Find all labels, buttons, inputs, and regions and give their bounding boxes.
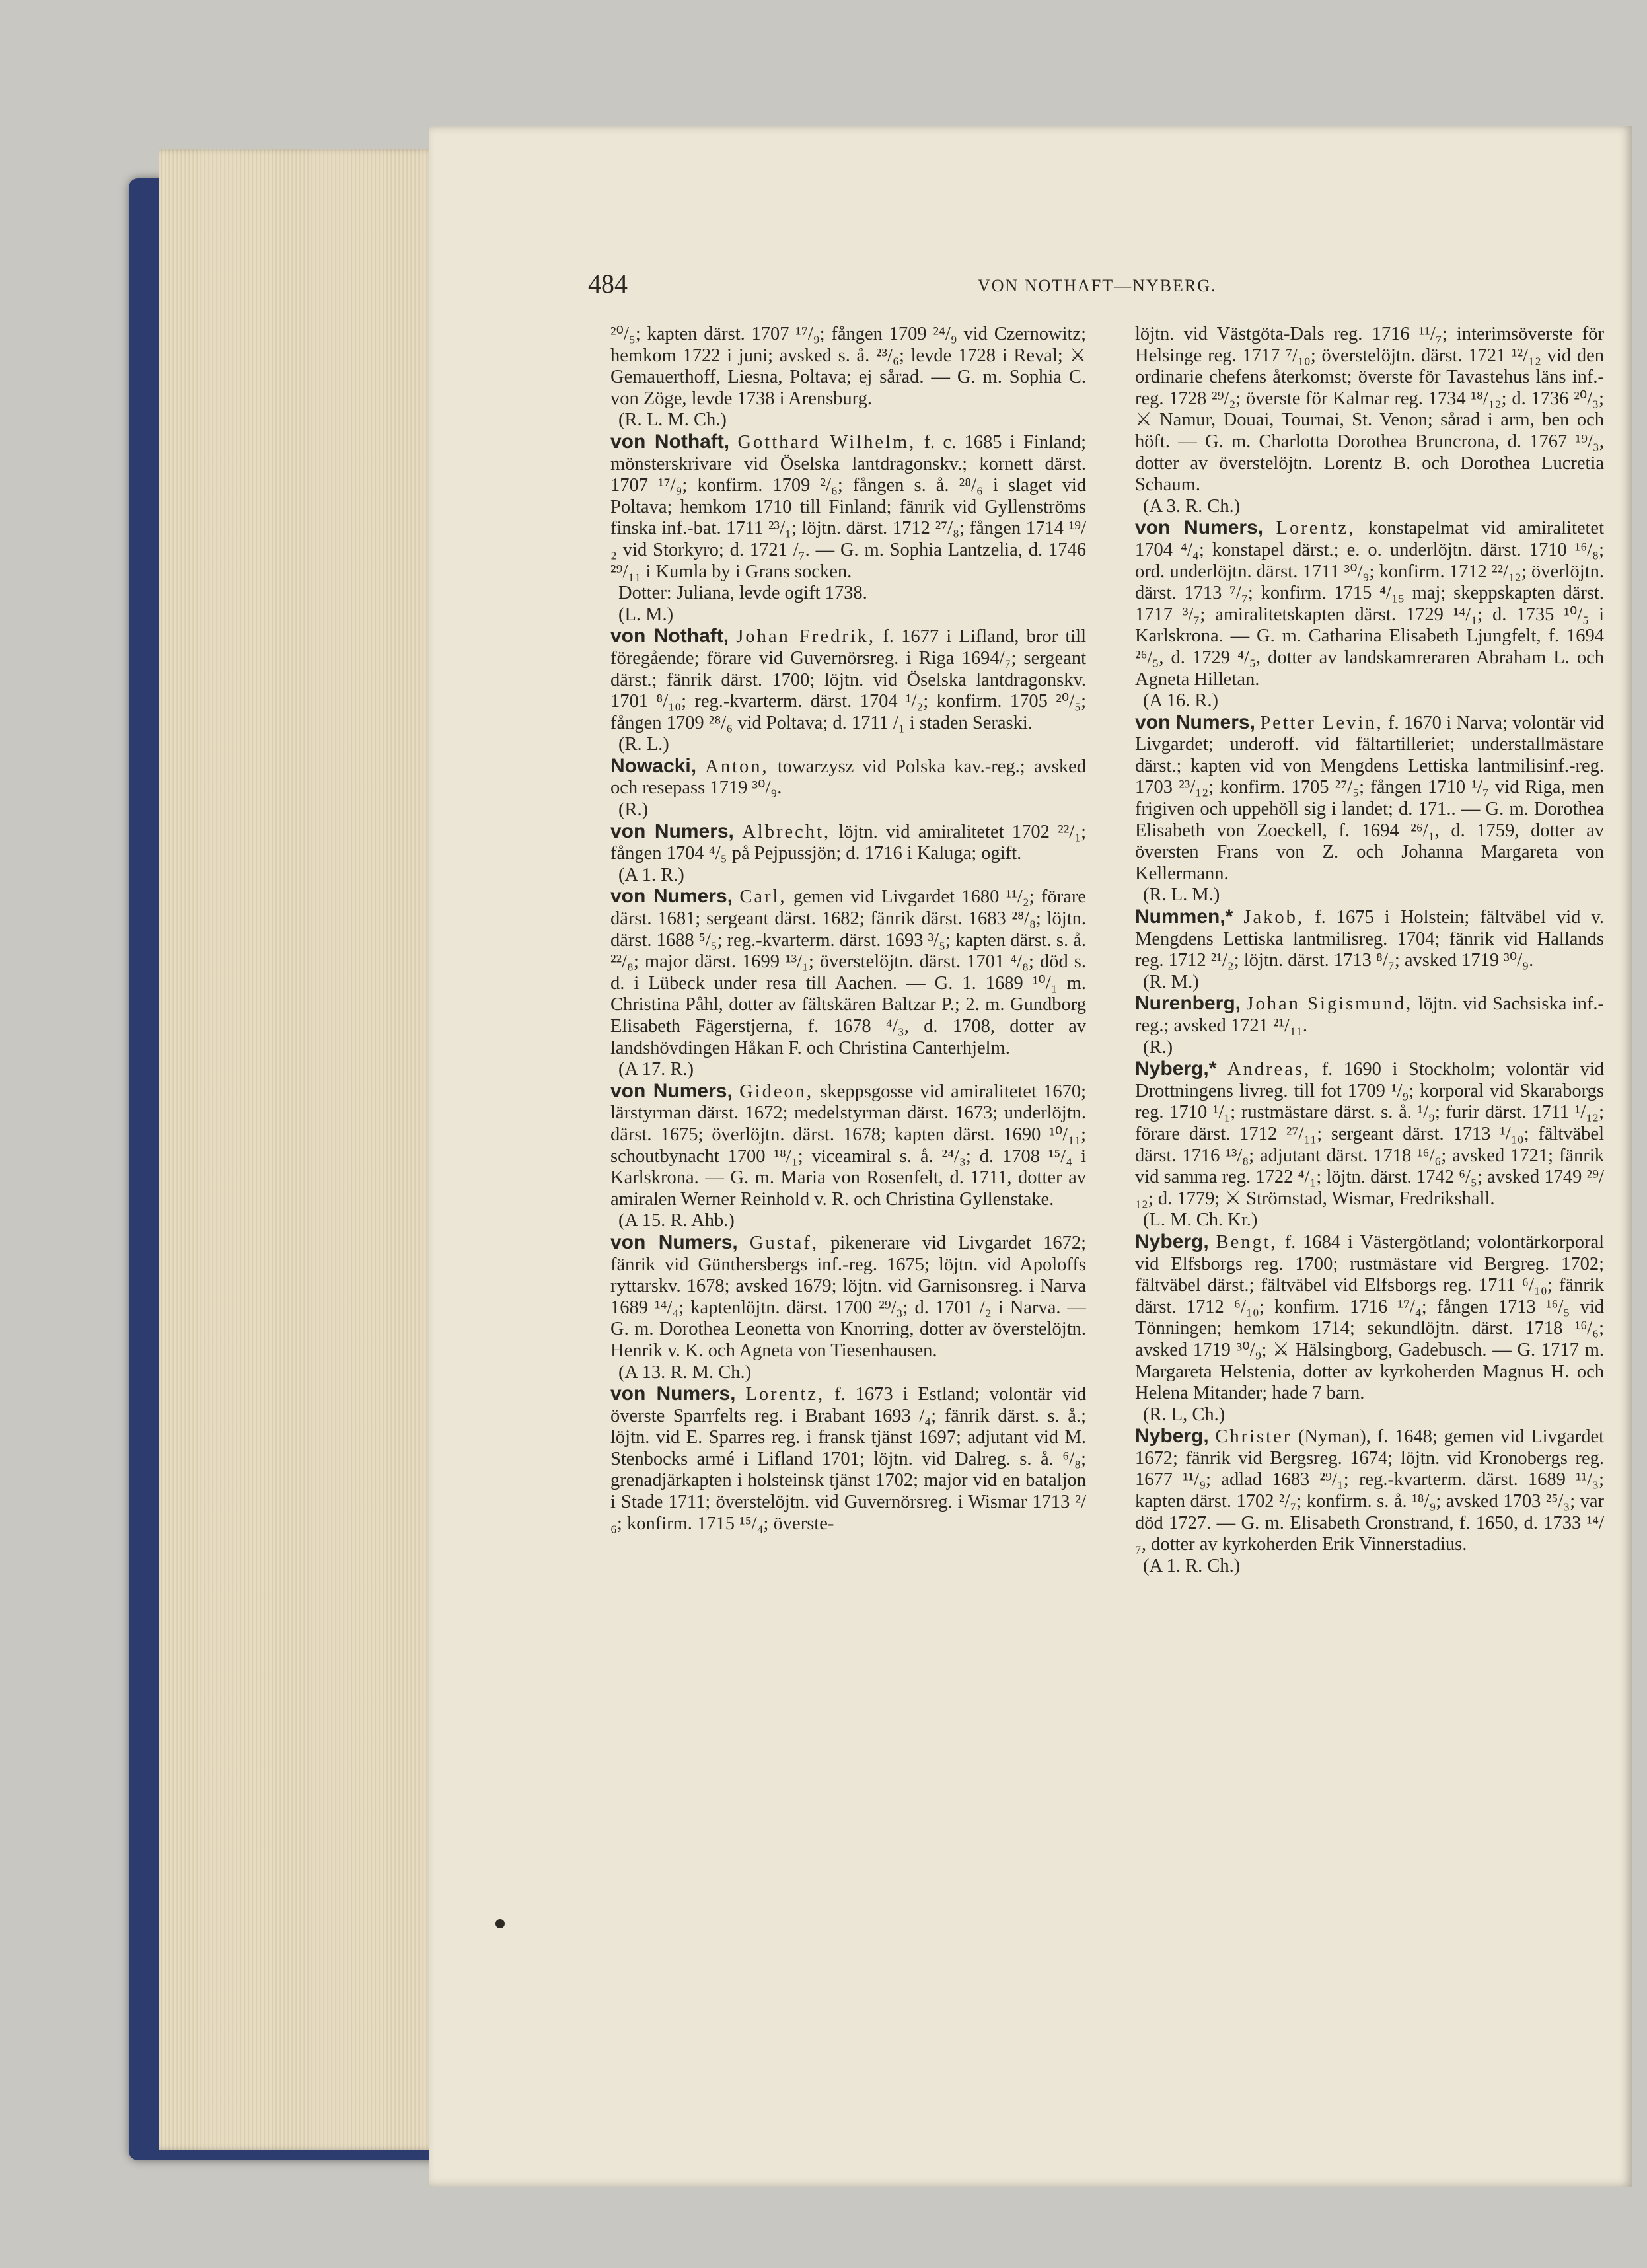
entry-surname: von Nothaft, — [610, 625, 729, 647]
right-column — [1135, 324, 1604, 1956]
entry-given-name: Gustaf, — [749, 1232, 819, 1253]
biography-entry — [610, 626, 1086, 734]
biography-entry — [610, 1383, 1086, 1535]
entry-reference: (R. M.) — [1143, 971, 1199, 992]
biography-entry — [610, 431, 1086, 583]
entry-given-name: Carl, — [739, 887, 787, 908]
entry-reference: (R. L. M. Ch.) — [618, 410, 727, 431]
entry-reference: (L. M.) — [618, 604, 674, 625]
entry-given-name: Bengt, — [1216, 1231, 1278, 1253]
entry-text: pikenerare vid Livgardet 1672; fänrik vid Günthersbergs inf.-reg. 1675; löjtn. vid Apoloffs ryttarskv. 1678; avsked 1679; löjtn. vid Garnisonsreg. i Narva 1689 ¹⁴/₄; kaptenlöjtn. därst. 1700 ²⁹/₃; d. 1701 /₂ i Narva. — G. m. Dorothea Leonetta von Knorring, dotter av överstelöjtn. Henrik v. K. och Agneta von Tiesenhausen. — [610, 1232, 1086, 1361]
entry-surname: von Numers, — [610, 1079, 733, 1102]
entry-reference: Dotter: Juliana, levde ogift 1738. — [618, 583, 867, 604]
entry-surname: Nyberg, — [1135, 1425, 1209, 1447]
entry-text: f. c. 1685 i Finland; mönsterskrivare vid Öselska lantdragonskv.; kornett därst. 1707 ¹⁷/₉; konfirm. 1709 ²/₆; fången s. å. ²⁸/₆ i slaget vid Poltava; hemkom 1710 till Finland; fänrik vid Gyllenströms finska inf.-bat. 1711 ²³/₁; löjtn. därst. 1712 ²⁷/₈; fången 1714 ¹⁹/₂ vid Storkyro; d. 1721 /₇. — G. m. Sophia Lantzelia, d. 1746 ²⁹/₁₁ i Kumla by i Grans socken. — [610, 431, 1086, 582]
entry-text: f. 1684 i Västergötland; volontärkorporal vid Elfsborgs reg. 1700; rustmästare vid Bergreg. 1702; fältväbel därst.; fältväbel vid Elfsborgs reg. 1711 ⁶/₁₀; fänrik därst. 1712 ⁶/₁₀; konfirm. 1716 ¹⁷/₄; fången 1713 ¹⁶/₅ vid Tönningen; hemkom 1714; sekundlöjtn. därst. 1718 ¹⁶/₆; avsked 1719 ³⁰/₉; ⚔ Hälsingborg, Gadebusch. — G. 1717 m. Margareta Helstenia, dotter av kyrkoherden Magnus H. och Helena Mitander; hade 7 barn. — [1135, 1231, 1604, 1404]
biography-entry — [1135, 993, 1604, 1037]
entry-text: ²⁰/₅; kapten därst. 1707 ¹⁷/₉; fången 1709 ²⁴/₉ vid Czernowitz; hemkom 1722 i juni; avsked s. å. ²³/₆; levde 1728 i Reval; ⚔ Gemauerthoff, Liesna, Poltava; ej sårad. — G. m. Sophia C. von Zöge, levde 1738 i Arensburg. — [610, 324, 1086, 409]
biography-entry — [1135, 1058, 1604, 1210]
page-number: 484 — [588, 269, 628, 299]
entry-text: f. 1675 i Holstein; fältväbel vid v. Mengdens Lettiska lantmilisreg. 1704; fänrik vid Hallands reg. 1712 ²¹/₂; löjtn. därst. 1713 ⁸/₇; avsked 1719 ³⁰/₉. — [1135, 907, 1604, 971]
entry-reference: (A 15. R. Ahb.) — [618, 1210, 735, 1231]
page-stack-edges — [159, 149, 436, 2150]
entry-given-name: Albrecht, — [742, 821, 831, 842]
entry-text: löjtn. vid Västgöta-Dals reg. 1716 ¹¹/₇; interimsöverste för Helsinge reg. 1717 ⁷/₁₀; överstelöjtn. därst. 1721 ¹²/₁₂ vid den ordinarie chefens återkomst; överste för Tavastehus läns inf.-reg. 1728 ²⁹/₂; överste för Kalmar reg. 1734 ¹⁸/₁₂; d. 1736 ²⁰/₃; ⚔ Namur, Douai, Tournai, St. Venon; sårad i arm, ben och höft. — G. m. Charlotta Dorothea Bruncrona, d. 1767 ¹⁹/₃, dotter av överstelöjtn. Lorentz B. och Dorothea Lucretia Schaum. — [1135, 324, 1604, 495]
entry-text: towarzysz vid Polska kav.-reg.; avsked och resepass 1719 ³⁰/₉. — [610, 756, 1086, 799]
entry-surname: von Numers, — [610, 1231, 738, 1253]
entry-reference: (R. L. M.) — [1143, 885, 1220, 906]
continued-text — [1135, 324, 1604, 496]
entry-surname: Nyberg, — [1135, 1230, 1209, 1253]
biography-entry — [610, 821, 1086, 865]
biography-entry — [610, 1081, 1086, 1211]
entry-surname: Nyberg,* — [1135, 1058, 1217, 1080]
entry-reference: (A 1. R. Ch.) — [1143, 1555, 1241, 1576]
biography-entry — [610, 886, 1086, 1059]
biography-entry — [610, 1232, 1086, 1362]
biography-entry — [1135, 517, 1604, 690]
entry-text: konstapelmat vid amiralitetet 1704 ⁴/₄; konstapel därst.; e. o. underlöjtn. därst. 1710 ¹⁶/₈; ord. underlöjtn. därst. 1711 ³⁰/₉; konfirm. 1712 ²²/₁₂; överlöjtn. därst. 1713 ⁷/₇; konfirm. 1715 ⁴/₁₅ maj; skeppskapten därst. 1717 ³/₇; amiralitetskapten därst. 1729 ¹⁴/₁; d. 1735 ¹⁰/₅ i Karlskrona. — G. m. Catharina Elisabeth Ljungfelt, f. 1694 ²⁶/₅, d. 1729 ⁴/₅, dotter av landskamreraren Abraham L. och Agneta Hilletan. — [1135, 518, 1604, 690]
biography-entry — [610, 756, 1086, 799]
entry-surname: von Nothaft, — [610, 430, 730, 453]
entry-surname: von Numers, — [610, 1383, 736, 1405]
entry-given-name: Anton, — [705, 756, 769, 777]
entry-surname: Nummen,* — [1135, 906, 1233, 928]
entry-text: f. 1677 i Lifland, bror till föregående; förare vid Guvernörsreg. i Riga 1694/₇; sergeant därst.; fänrik därst. 1700; löjtn. vid Öselska lantdragonskv. 1701 ⁸/₁₀; reg.-kvarterm. därst. 1704 ¹/₂; konfirm. 1705 ²⁰/₅; fången 1709 ²⁸/₆ vid Poltava; d. 1711 /₁ i staden Seraski. — [610, 626, 1086, 733]
entry-text: löjtn. vid amiralitetet 1702 ²²/₁; fången 1704 ⁴/₅ på Pejpussjön; d. 1716 i Kaluga; ogift. — [610, 821, 1086, 864]
entry-reference: (A 17. R.) — [618, 1059, 694, 1080]
entry-given-name: Johan Fredrik, — [736, 626, 876, 647]
left-column — [610, 324, 1086, 1956]
entry-reference: (R.) — [618, 799, 649, 821]
entry-surname: von Numers, — [1135, 711, 1255, 733]
entry-given-name: Gideon, — [739, 1081, 814, 1102]
entry-given-name: Gotthard Wilhelm, — [737, 431, 916, 453]
entry-reference: (R. L.) — [618, 734, 669, 755]
entry-reference: (L. M. Ch. Kr.) — [1143, 1210, 1258, 1231]
entry-reference: (R. L, Ch.) — [1143, 1404, 1226, 1425]
entry-reference: (A 1. R.) — [618, 864, 684, 885]
biography-entry — [1135, 712, 1604, 885]
entry-given-name: Johan Sigismund, — [1246, 994, 1413, 1015]
entry-surname: Nowacki, — [610, 754, 697, 777]
entry-reference: (A 16. R.) — [1143, 690, 1218, 712]
continued-text — [610, 324, 1086, 410]
entry-text: (Nyman), f. 1648; gemen vid Livgardet 1672; fänrik vid Bergsreg. 1674; löjtn. vid Kronobergs reg. 1677 ¹¹/₉; adlad 1683 ²⁹/₁; reg.-kvarterm. därst. 1689 ¹¹/₃; kapten därst. 1702 ²/₇; konfirm. s. å. ¹⁸/₉; avsked 1703 ²⁵/₃; var död 1727. — G. m. Elisabeth Cronstrand, f. 1650, d. 1733 ¹⁴/₇, dotter av kyrkoherden Erik Vinnerstadius. — [1135, 1426, 1604, 1555]
entry-text: f. 1670 i Narva; volontär vid Livgardet; underoff. vid fältartilleriet; understallmästare därst.; kapten vid von Mengdens Lettiska lantmilisinf.-reg. 1703 ²³/₁₂; konfirm. 1705 ²⁷/₅; fången 1710 ¹/₇ vid Riga, men frigiven och uppehöll sig i landet; d. 171.. — G. m. Dorothea Elisabeth von Zoeckell, f. 1694 ²⁶/₁, d. 1759, dotter av översten Frans von Z. och Johanna Margareta von Kellermann. — [1135, 712, 1604, 884]
entry-reference: (A 3. R. Ch.) — [1143, 495, 1241, 517]
entry-given-name: Christer — [1215, 1426, 1292, 1447]
entry-given-name: Petter Levin, — [1260, 712, 1383, 733]
entry-surname: von Numers, — [610, 820, 734, 842]
entry-text: löjtn. vid Sachsiska inf.-reg.; avsked 1721 ²¹/₁₁. — [1135, 994, 1604, 1036]
entry-surname: von Numers, — [610, 885, 733, 908]
entry-given-name: Lorentz, — [1276, 518, 1356, 539]
entry-surname: von Numers, — [1135, 517, 1264, 539]
entry-given-name: Lorentz, — [745, 1384, 825, 1405]
entry-text: gemen vid Livgardet 1680 ¹¹/₂; förare därst. 1681; sergeant därst. 1682; fänrik därst. 1683 ²⁸/₈; löjtn. därst. 1688 ⁵/₅; reg.-kvarterm. därst. 1693 ³/₅; kapten därst. s. å. ²²/₈; major därst. 1699 ¹³/₁; överstelöjtn. därst. 1701 ⁴/₈; död s. d. i Lübeck under resa till Aachen. — G. 1. 1689 ¹⁰/₁ m. Christina Påhl, dotter av fältskären Baltzar P.; 2. m. Gundborg Elisabeth Fägerstjerna, f. 1678 ⁴/₃, d. 1708, dotter av landshövdingen Håkan F. och Christina Canterhjelm. — [610, 887, 1086, 1058]
entry-text: f. 1673 i Estland; volontär vid överste Sparrfelts reg. i Brabant 1693 /₄; fänrik därst. s. å.; löjtn. vid E. Sparres reg. i fransk tjänst 1697; adjutant vid M. Stenbocks armé i Lifland 1701; löjtn. vid Dalreg. s. å. ⁶/₈; grenadjärkapten i holsteinsk tjänst 1702; major vid en bataljon i Stade 1711; överstelöjtn. vid Guvernörsreg. i Wismar 1713 ²/₆; konfirm. 1715 ¹⁵/₄; överste- — [610, 1384, 1086, 1534]
entry-text: skeppsgosse vid amiralitetet 1670; lärstyrman därst. 1672; medelstyrman därst. 1673; underlöjtn. därst. 1675; överlöjtn. därst. 1678; kapten därst. 1690 ¹⁰/₁₁; schoutbynacht 1700 ¹⁸/₁; viceamiral s. å. ²⁴/₃; d. 1708 ¹⁵/₄ i Karlskrona. — G. m. Maria von Rosenfelt, d. 1711, dotter av amiralen Werner Reinhold v. R. och Christina Gyllenstake. — [610, 1081, 1086, 1210]
page-header — [588, 268, 1612, 308]
entry-given-name: Jakob, — [1243, 907, 1305, 928]
running-head: VON NOTHAFT—NYBERG. — [978, 276, 1217, 295]
biography-entry — [1135, 1231, 1604, 1405]
entry-text: f. 1690 i Stockholm; volontär vid Drottningens livreg. till fot 1709 ¹/₉; korporal vid Skaraborgs reg. 1710 ¹/₁; rustmästare därst. s. å. ¹/₉; furir därst. 1711 ¹/₁₂; förare därst. 1712 ²⁷/₁₁; sergeant därst. 1713 ¹/₁₀; fältväbel därst. 1716 ¹³/₈; adjutant därst. 1718 ¹⁶/₆; avsked 1721; fänrik vid samma reg. 1722 ⁴/₁; löjtn. därst. 1742 ⁶/₅; avsked 1749 ²⁹/₁₂; d. 1779; ⚔ Strömstad, Wismar, Fredrikshall. — [1135, 1059, 1604, 1209]
entry-surname: Nurenberg, — [1135, 992, 1241, 1015]
biography-entry — [1135, 1426, 1604, 1556]
entry-reference: (A 13. R. M. Ch.) — [618, 1362, 752, 1383]
ink-spot — [495, 1919, 505, 1928]
biography-entry — [1135, 906, 1604, 972]
entry-given-name: Andreas, — [1227, 1059, 1311, 1080]
entry-reference: (R.) — [1143, 1037, 1173, 1058]
